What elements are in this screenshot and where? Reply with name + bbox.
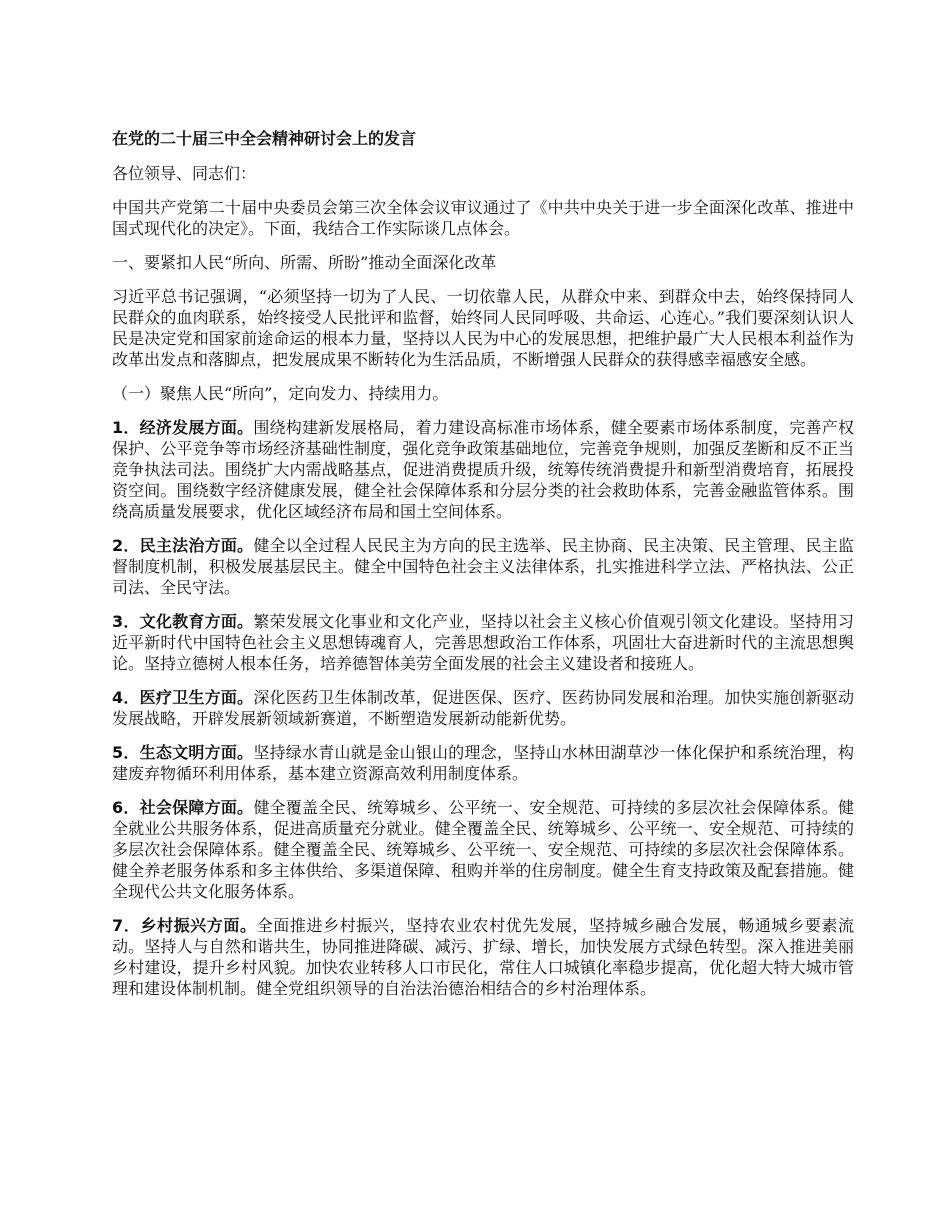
item-text: 深化医药卫生体制改革，促进医保、医疗、医药协同发展和治理。加快实施创新驱动发展战略，开辟发展新领域新赛道，不断塑造发展新动能新优势。 — [112, 688, 854, 728]
section-heading: 一、要紧扣人民“所向、所需、所盼”推动全面深化改革 — [112, 253, 497, 272]
intro-paragraph: 中国共产党第二十届中央委员会第三次全体会议审议通过了《中共中央关于进一步全面深化改革、推进中国式现代化的决定》。下面，我结合工作实际谈几点体会。 — [112, 198, 854, 238]
section-body: 习近平总书记强调，“必须坚持一切为了人民、一切依靠人民，从群众中来、到群众中去，始终保持同人民群众的血肉联系，始终接受人民批评和监督，始终同人民同呼吸、共命运、心连心。”我们要深刻认识人民是决定党和国家前途命运的根本力量，坚持以人民为中心的发展思想，把维护最广大人民根本利益作为改革出发点和落脚点，把发展成果不断转化为生活品质，不断增强人民群众的获得感幸福感安全感。 — [112, 287, 854, 369]
item-lead: 5．生态文明方面。 — [112, 743, 254, 762]
item-lead: 6．社会保障方面。 — [112, 798, 254, 817]
item-lead: 1．经济发展方面。 — [112, 418, 254, 437]
item-paragraph — [112, 687, 854, 729]
item-text: 繁荣发展文化事业和文化产业，坚持以社会主义核心价值观引领文化建设。坚持用习近平新时代中国特色社会主义思想铸魂育人，完善思想政治工作体系，巩固壮大奋进新时代的主流思想舆论。坚持立德树人根本任务，培养德智体美劳全面发展的社会主义建设者和接班人。 — [112, 612, 854, 673]
item-text: 健全以全过程人民民主为方向的民主选举、民主协商、民主决策、民主管理、民主监督制度机制，积极发展基层民主。健全中国特色社会主义法律体系，扎实推进科学立法、严格执法、公正司法、全民守法。 — [112, 536, 854, 597]
item-lead: 4．医疗卫生方面。 — [112, 688, 254, 707]
item-lead: 2．民主法治方面。 — [112, 536, 254, 555]
item-paragraph — [112, 611, 854, 674]
item-paragraph — [112, 797, 854, 902]
item-paragraph — [112, 742, 854, 784]
item-lead: 3．文化教育方面。 — [112, 612, 254, 631]
item-text: 全面推进乡村振兴，坚持农业农村优先发展，坚持城乡融合发展，畅通城乡要素流动。坚持人与自然和谐共生，协同推进降碳、减污、扩绿、增长，加快发展方式绿色转型。深入推进美丽乡村建设，提升乡村风貌。加快农业转移人口市民化，常住人口城镇化率稳步提高，优化超大特大城市管理和建设体制机制。健全党组织领导的自治法治德治相结合的乡村治理体系。 — [112, 916, 854, 998]
item-paragraph — [112, 417, 854, 522]
document-page — [112, 128, 854, 1012]
subsection-heading: （一）聚焦人民“所向”，定向发力、持续用力。 — [112, 384, 449, 403]
item-text: 坚持绿水青山就是金山银山的理念，坚持山水林田湖草沙一体化保护和系统治理，构建废弃物循环利用体系，基本建立资源高效利用制度体系。 — [112, 743, 854, 783]
item-lead: 7．乡村振兴方面。 — [112, 916, 257, 935]
item-paragraph — [112, 535, 854, 598]
item-text: 健全覆盖全民、统筹城乡、公平统一、安全规范、可持续的多层次社会保障体系。健全就业公共服务体系，促进高质量充分就业。健全覆盖全民、统筹城乡、公平统一、安全规范、可持续的多层次社会保障体系。健全覆盖全民、统筹城乡、公平统一、安全规范、可持续的多层次社会保障体系。健全养老服务体系和多主体供给、多渠道保障、租购并举的住房制度。健全生育支持政策及配套措施。健全现代公共文化服务体系。 — [112, 798, 854, 901]
item-text: 围绕构建新发展格局，着力建设高标准市场体系，健全要素市场体系制度，完善产权保护、公平竞争等市场经济基础性制度，强化竞争政策基础地位，完善竞争规则，加强反垄断和反不正当竞争执法司法。围绕扩大内需战略基点，促进消费提质升级，统筹传统消费提升和新型消费培育，拓展投资空间。围绕数字经济健康发展，健全社会保障体系和分层分类的社会救助体系，完善金融监管体系。围绕高质量发展要求，优化区域经济布局和国土空间体系。 — [112, 418, 854, 521]
salutation: 各位领导、同志们： — [112, 164, 257, 183]
item-paragraph — [112, 915, 854, 999]
document-title: 在党的二十届三中全会精神研讨会上的发言 — [112, 129, 417, 148]
